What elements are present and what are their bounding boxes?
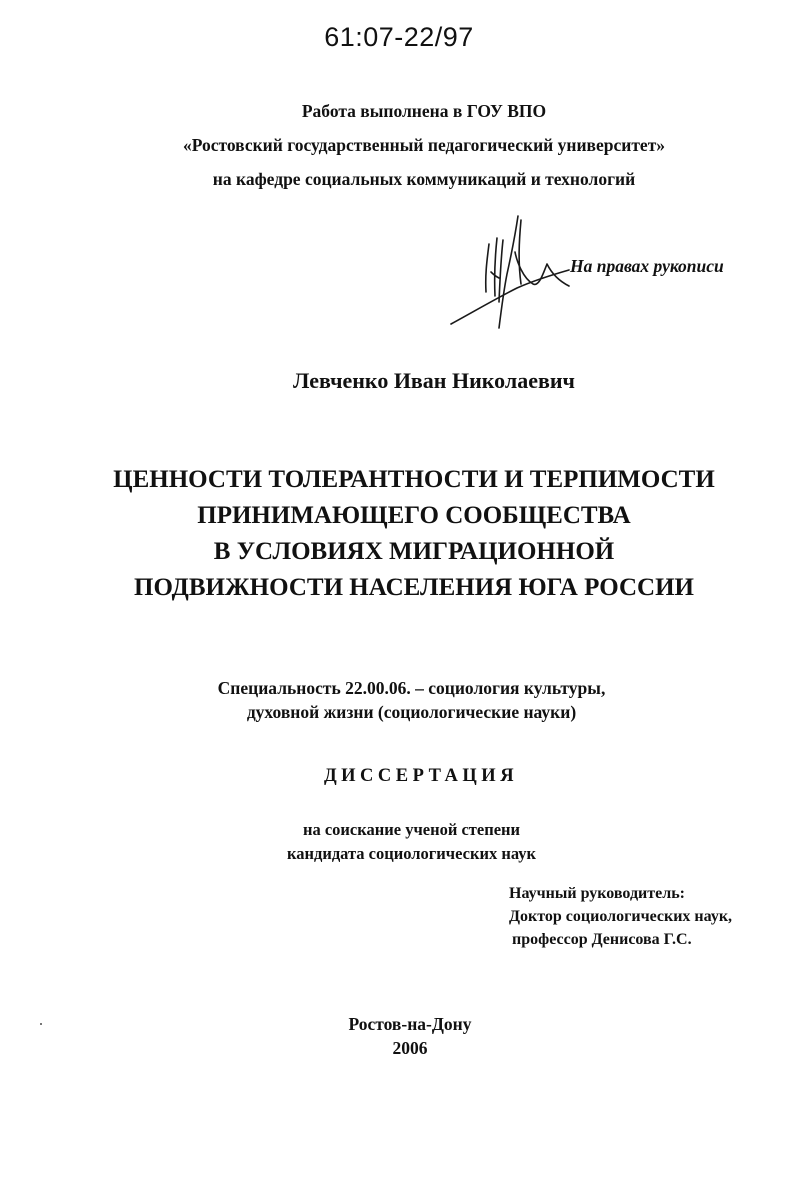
organization-line-department: на кафедре социальных коммуникаций и технологий — [212, 169, 636, 189]
title-line: В УСЛОВИЯХ МИГРАЦИОННОЙ — [213, 538, 615, 565]
year: 2006 — [392, 1038, 428, 1058]
handwritten-signature-icon — [445, 212, 575, 335]
dissertation-title — [0, 462, 798, 606]
specialty-line: духовной жизни (социологические науки) — [246, 702, 577, 722]
specialty-line: Специальность 22.00.06. – социология культуры, — [217, 678, 606, 698]
document-type: ДИССЕРТАЦИЯ — [323, 766, 519, 786]
degree-line: на соискание ученой степени — [302, 820, 521, 839]
archive-code: 61:07-22/97 — [324, 22, 474, 52]
supervisor-line: Доктор социологических наук, — [509, 908, 733, 925]
specialty-block — [0, 676, 798, 724]
organization-line-work: Работа выполнена в ГОУ ВПО — [301, 101, 547, 121]
degree-line: кандидата социологических наук — [286, 844, 537, 863]
degree-block — [0, 818, 798, 866]
title-line: ПОДВИЖНОСТИ НАСЕЛЕНИЯ ЮГА РОССИИ — [134, 574, 694, 601]
city: Ростов-на-Дону — [348, 1014, 472, 1034]
title-line: ПРИНИМАЮЩЕГО СООБЩЕСТВА — [197, 502, 631, 529]
organization-line-university: «Ростовский государственный педагогический университет» — [182, 135, 666, 155]
author-name: Левченко Иван Николаевич — [293, 368, 575, 393]
place-year-block — [0, 1012, 798, 1060]
supervisor-line: Научный руководитель: — [509, 885, 685, 902]
supervisor-block — [509, 882, 732, 951]
supervisor-line: профессор Денисова Г.С. — [512, 931, 692, 948]
organization-block — [50, 94, 798, 196]
title-line: ЦЕННОСТИ ТОЛЕРАНТНОСТИ И ТЕРПИМОСТИ — [113, 466, 715, 493]
scan-speck — [40, 1023, 42, 1025]
manuscript-note: На правах рукописи — [570, 256, 724, 276]
